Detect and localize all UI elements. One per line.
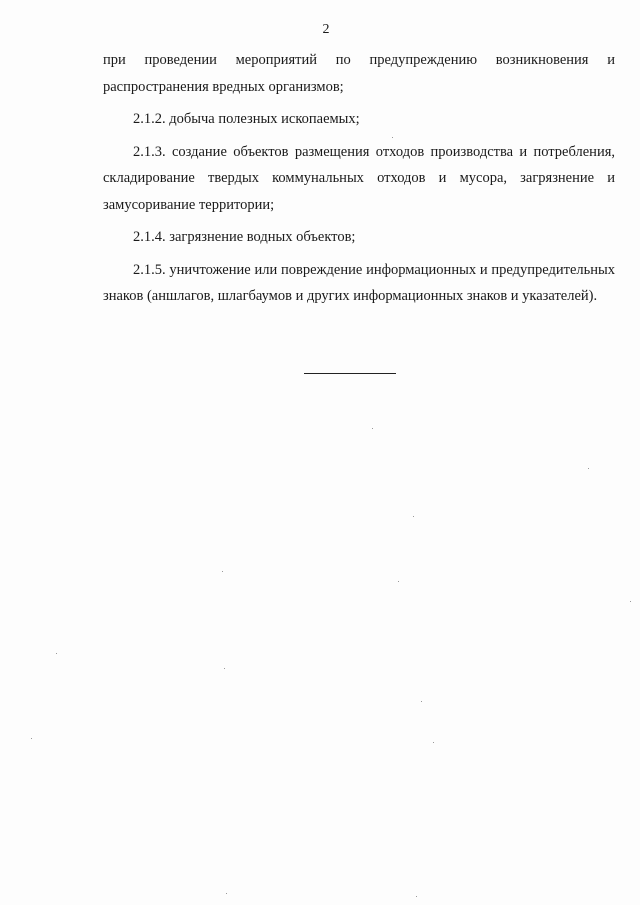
document-body xyxy=(103,47,615,316)
scan-speck xyxy=(392,137,393,138)
scan-speck xyxy=(31,738,32,739)
paragraph-item-2-1-4: 2.1.4. загрязнение водных объектов; xyxy=(133,229,356,245)
scan-speck xyxy=(421,701,422,702)
page-number: 2 xyxy=(322,22,330,37)
scan-speck xyxy=(224,668,225,669)
scan-speck xyxy=(433,742,434,743)
paragraph-item-2-1-3: 2.1.3. создание объектов размещения отходов производства и потребления, складирование твердых коммунальных отходов и мусора, загрязнение и замусоривание территории; xyxy=(103,143,615,213)
paragraph-intro-continuation: при проведении мероприятий по предупреждению возникновения и распространения вредных организмов; xyxy=(103,52,615,95)
paragraph-item-2-1-2: 2.1.2. добыча полезных ископаемых; xyxy=(133,111,360,127)
scan-speck xyxy=(398,581,399,582)
scan-speck xyxy=(56,653,57,654)
scan-speck xyxy=(413,516,414,517)
scan-speck xyxy=(416,896,417,897)
scan-speck xyxy=(630,601,631,602)
end-separator-line xyxy=(304,373,396,374)
scan-speck xyxy=(588,468,589,469)
scan-speck xyxy=(226,893,227,894)
scan-speck xyxy=(372,428,373,429)
paragraph-item-2-1-5: 2.1.5. уничтожение или повреждение информационных и предупредительных знаков (аншлагов, шлагбаумов и других информационных знаков и указателей). xyxy=(103,261,615,304)
scan-speck xyxy=(222,571,223,572)
